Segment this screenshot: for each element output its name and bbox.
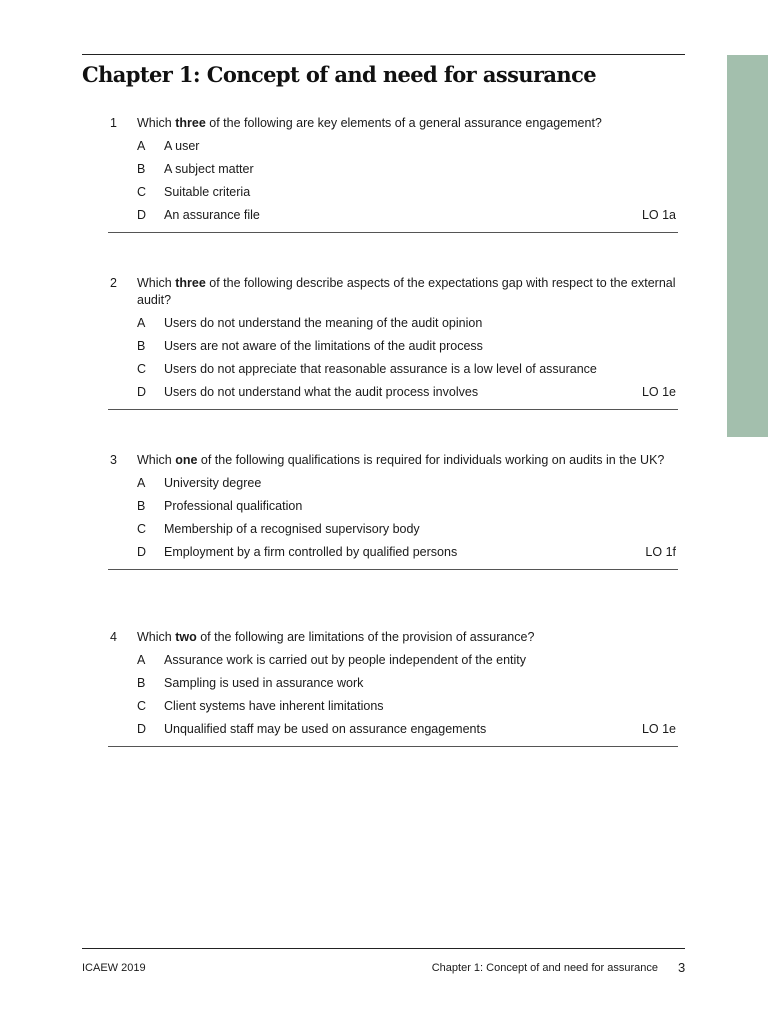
option-letter: D xyxy=(137,208,147,222)
option-letter: D xyxy=(137,722,147,736)
question-stem xyxy=(108,275,678,309)
question-number: 1 xyxy=(110,116,117,130)
option-d xyxy=(108,384,678,407)
option-text: Client systems have inherent limitations xyxy=(164,699,384,713)
option-text: Users are not aware of the limitations of the audit process xyxy=(164,339,483,353)
question-divider xyxy=(108,569,678,570)
option-text: Employment by a firm controlled by qualified persons xyxy=(164,545,458,559)
question-stem xyxy=(108,115,678,132)
option-text: A user xyxy=(164,139,200,153)
option-b xyxy=(108,161,678,184)
chapter-side-tab xyxy=(727,55,768,437)
question-divider xyxy=(108,409,678,410)
option-d xyxy=(108,721,678,744)
option-b xyxy=(108,498,678,521)
stem-text: of the following are key elements of a general assurance engagement? xyxy=(205,116,602,130)
option-text: An assurance file xyxy=(164,208,260,222)
stem-text: Which xyxy=(137,116,176,130)
stem-emphasis: three xyxy=(175,276,206,290)
stem-text: Which xyxy=(137,276,176,290)
stem-emphasis: three xyxy=(175,116,206,130)
option-list xyxy=(108,315,678,407)
option-letter: A xyxy=(137,139,146,153)
option-list xyxy=(108,652,678,744)
learning-outcome: LO 1f xyxy=(645,545,676,559)
option-text: University degree xyxy=(164,476,262,490)
option-letter: A xyxy=(137,476,146,490)
option-d xyxy=(108,544,678,567)
footer-publisher: ICAEW 2019 xyxy=(82,962,146,974)
option-list xyxy=(108,475,678,567)
option-b xyxy=(108,338,678,361)
footer-chapter-title: Chapter 1: Concept of and need for assurance xyxy=(431,962,658,974)
option-text: Assurance work is carried out by people independent of the entity xyxy=(164,653,527,667)
stem-text: of the following qualifications is required for individuals working on audits in the UK? xyxy=(197,453,665,467)
stem-text: of the following describe aspects of the expectations gap with respect to the external audit? xyxy=(137,276,676,307)
question-number: 3 xyxy=(110,453,117,467)
option-c xyxy=(108,361,678,384)
stem-text: Which xyxy=(137,453,176,467)
option-c xyxy=(108,521,678,544)
stem-text: of the following are limitations of the provision of assurance? xyxy=(196,630,535,644)
question-number: 4 xyxy=(110,630,117,644)
question-stem xyxy=(108,629,678,646)
question-3 xyxy=(108,452,678,570)
option-a xyxy=(108,652,678,675)
option-c xyxy=(108,184,678,207)
learning-outcome: LO 1e xyxy=(641,722,676,736)
question-divider xyxy=(108,746,678,747)
option-text: Unqualified staff may be used on assurance engagements xyxy=(164,722,487,736)
stem-emphasis: one xyxy=(175,453,198,467)
option-letter: A xyxy=(137,316,146,330)
learning-outcome: LO 1a xyxy=(641,208,676,222)
option-text: Sampling is used in assurance work xyxy=(164,676,364,690)
option-letter: C xyxy=(137,522,147,536)
chapter-title: Chapter 1: Concept of and need for assurance xyxy=(82,62,597,87)
option-a xyxy=(108,315,678,338)
option-letter: B xyxy=(137,162,146,176)
stem-text: Which xyxy=(137,630,176,644)
page-number: 3 xyxy=(678,960,686,975)
footer-rule xyxy=(82,948,685,949)
question-stem xyxy=(108,452,678,469)
option-letter: C xyxy=(137,362,147,376)
question-number: 2 xyxy=(110,276,117,290)
option-text: A subject matter xyxy=(164,162,254,176)
option-d xyxy=(108,207,678,230)
option-c xyxy=(108,698,678,721)
option-a xyxy=(108,475,678,498)
option-letter: D xyxy=(137,545,147,559)
option-text: Professional qualification xyxy=(164,499,303,513)
question-4 xyxy=(108,629,678,747)
option-a xyxy=(108,138,678,161)
option-letter: B xyxy=(137,339,146,353)
option-text: Users do not appreciate that reasonable assurance is a low level of assurance xyxy=(164,362,597,376)
learning-outcome: LO 1e xyxy=(641,385,676,399)
option-text: Membership of a recognised supervisory body xyxy=(164,522,420,536)
top-rule xyxy=(82,54,685,55)
option-text: Suitable criteria xyxy=(164,185,251,199)
option-letter: A xyxy=(137,653,146,667)
stem-emphasis: two xyxy=(175,630,197,644)
question-divider xyxy=(108,232,678,233)
option-text: Users do not understand the meaning of the audit opinion xyxy=(164,316,483,330)
option-letter: C xyxy=(137,185,147,199)
option-letter: D xyxy=(137,385,147,399)
option-list xyxy=(108,138,678,230)
option-letter: B xyxy=(137,676,146,690)
option-letter: B xyxy=(137,499,146,513)
question-2 xyxy=(108,275,678,410)
question-1 xyxy=(108,115,678,233)
option-text: Users do not understand what the audit process involves xyxy=(164,385,479,399)
option-b xyxy=(108,675,678,698)
option-letter: C xyxy=(137,699,147,713)
